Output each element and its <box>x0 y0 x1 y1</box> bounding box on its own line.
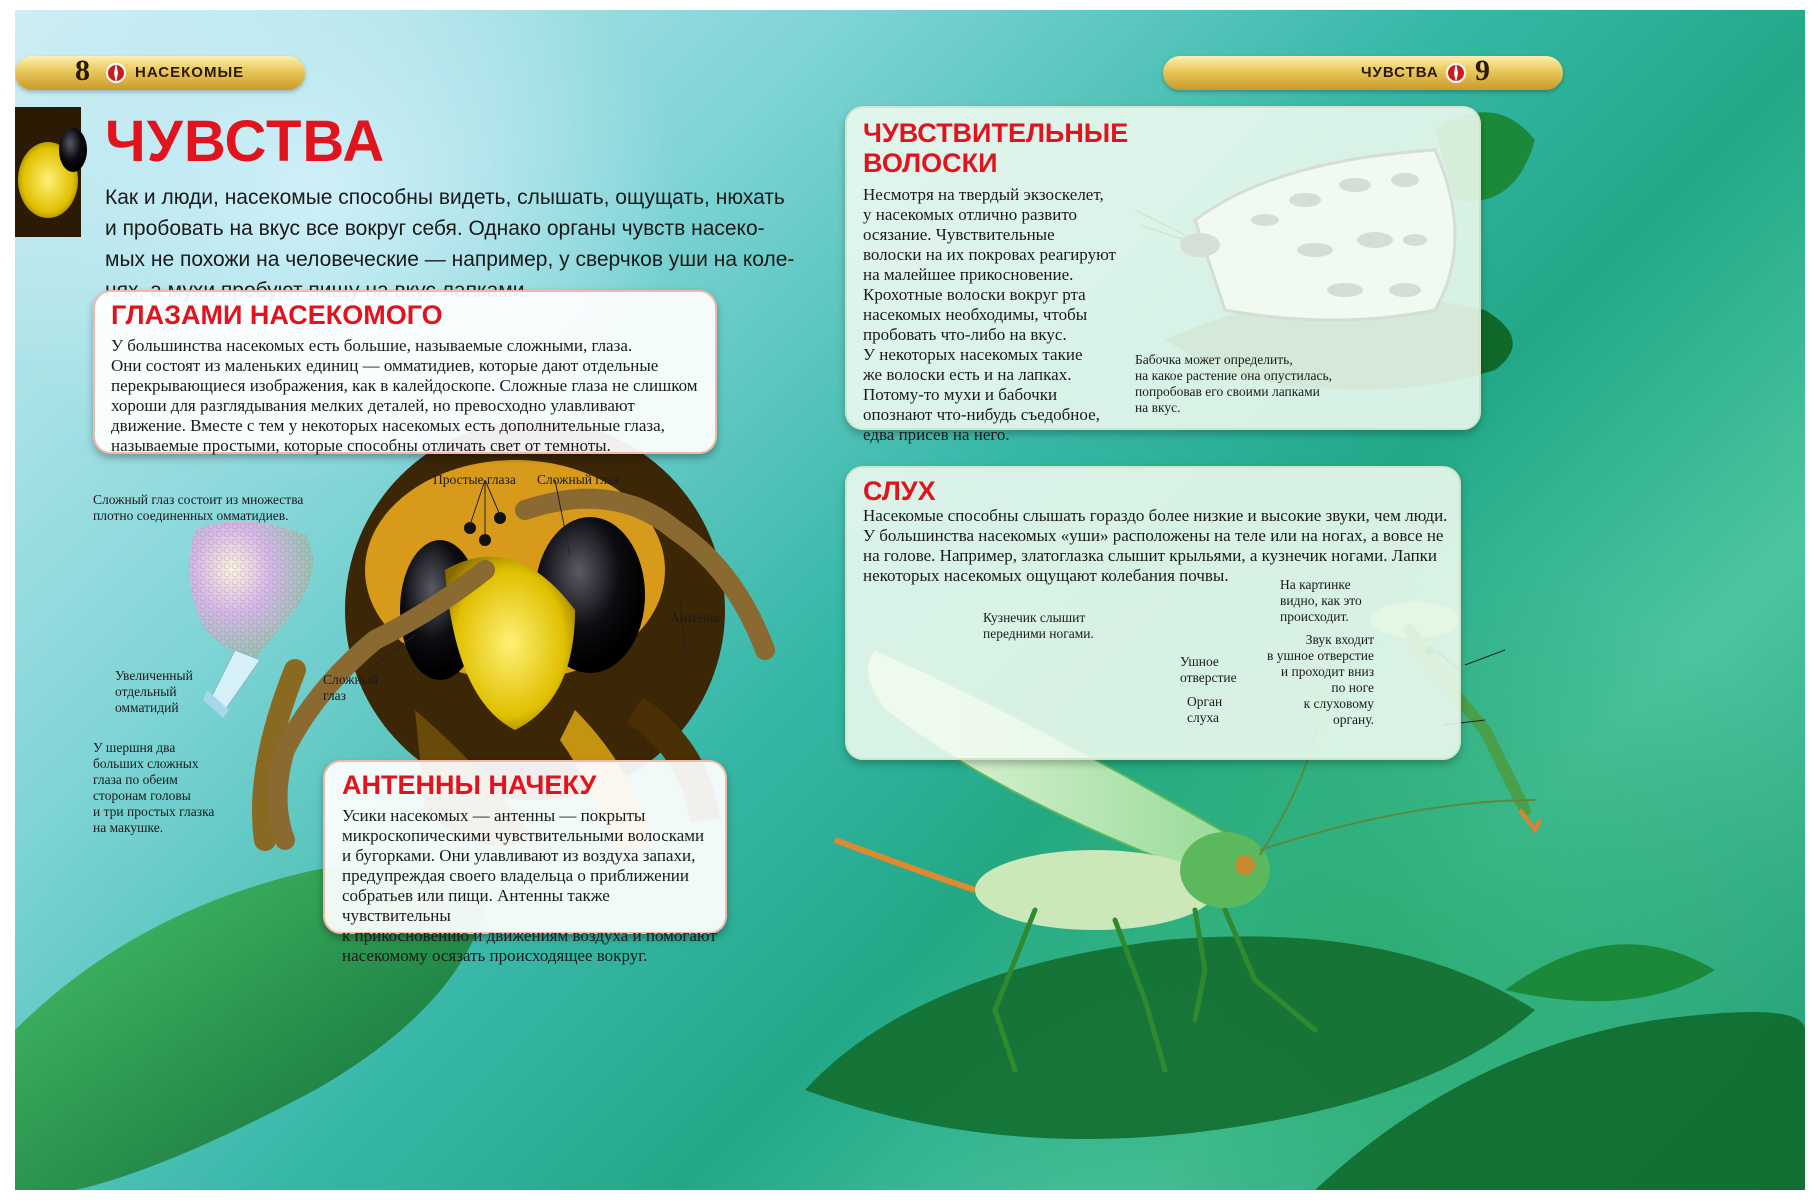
caption-line: больших сложных <box>93 756 199 771</box>
eyes-panel-title: ГЛАЗАМИ НАСЕКОМОГО <box>111 300 443 330</box>
eyes-line: перекрывающиеся изображения, как в калейдоскопе. Сложные глаза не слишком <box>111 376 698 395</box>
section-name-left: НАСЕКОМЫЕ <box>135 64 245 81</box>
hairs-line: у насекомых отлично развито <box>863 205 1078 224</box>
eyes-line: движение. Вместе с тем у некоторых насекомых есть дополнительные глаза, <box>111 416 665 435</box>
header-left <box>15 56 305 90</box>
eyes-line: хороши для разглядывания мелких деталей, но превосходно улавливают <box>111 396 635 415</box>
compound-eye-caption <box>93 492 303 524</box>
caption-line: плотно соединенных омматидиев. <box>93 508 289 523</box>
hearing-line: Насекомые способны слышать гораздо более низкие и высокие звуки, чем люди. <box>863 506 1448 525</box>
caption-line: попробовав его своими лапками <box>1135 384 1320 399</box>
section-name-right: ЧУВСТВА <box>1361 64 1439 81</box>
label-line: в ушное отверстие <box>1267 648 1375 663</box>
label-hearing-organ <box>1187 694 1222 726</box>
caption-line: У шершня два <box>93 740 176 755</box>
page-number-left: 8 <box>75 54 90 87</box>
antennae-line: предупреждая своего владельца о приближении <box>342 866 689 885</box>
antennae-panel-title: АНТЕННЫ НАЧЕКУ <box>342 770 597 800</box>
intro-line: и пробовать на вкус все вокруг себя. Однако органы чувств насеко- <box>105 217 765 240</box>
antennae-line: насекомому осязать происходящее вокруг. <box>342 946 648 965</box>
hearing-line: У большинства насекомых «уши» расположены на теле или на ногах, а вовсе не <box>863 526 1444 545</box>
compass-icon <box>1445 62 1467 84</box>
hairs-line: Крохотные волоски вокруг рта <box>863 285 1086 304</box>
caption-line: на макушке. <box>93 820 164 835</box>
picture-note <box>1280 577 1362 625</box>
caption-line: на вкус. <box>1135 400 1181 415</box>
hairs-line: осязание. Чувствительные <box>863 225 1055 244</box>
page-number-right: 9 <box>1475 54 1490 87</box>
intro-line: Как и люди, насекомые способны видеть, слышать, ощущать, нюхать <box>105 186 785 209</box>
book-spread <box>15 10 1805 1190</box>
label-line: На картинке <box>1280 577 1351 592</box>
hearing-panel-title: СЛУХ <box>863 476 936 506</box>
label-ear-opening <box>1180 654 1237 686</box>
label-line: омматидий <box>115 700 179 715</box>
label-line: видно, как это <box>1280 593 1362 608</box>
label-line: Звук входит <box>1305 632 1375 647</box>
hearing-line: некоторых насекомых ощущают колебания почвы. <box>863 566 1229 585</box>
label-compound-eye-side <box>323 672 378 704</box>
antennae-line: и бугорками. Они улавливают из воздуха запахи, <box>342 846 696 865</box>
hairs-line: насекомых необходимы, чтобы <box>863 305 1088 324</box>
label-line: отверстие <box>1180 670 1237 685</box>
antennae-panel-text <box>342 806 722 966</box>
sound-note <box>1267 632 1374 728</box>
hairs-line: волоски на их покровах реагируют <box>863 245 1116 264</box>
label-compound-eye: Сложный глаз <box>537 472 619 487</box>
caption-line: передними ногами. <box>983 626 1094 641</box>
title-line: ВОЛОСКИ <box>863 148 998 178</box>
label-line: по ноге <box>1331 680 1375 695</box>
caption-line: глаза по обеим <box>93 772 178 787</box>
hairs-line: пробовать что-либо на вкус. <box>863 325 1067 344</box>
label-line: отдельный <box>115 684 177 699</box>
label-line: органу. <box>1333 712 1375 727</box>
eyes-panel-text <box>111 336 711 456</box>
hearing-line: на голове. Например, златоглазка слышит крыльями, а кузнечик ногами. Лапки <box>863 546 1438 565</box>
hairs-line: же волоски есть и на лапках. <box>863 365 1072 384</box>
hairs-line: опознают что-нибудь съедобное, <box>863 405 1100 424</box>
caption-line: Сложный глаз состоит из множества <box>93 492 304 507</box>
intro-line: мых не похожи на человеческие — например, у сверчков уши на коле- <box>105 248 795 271</box>
caption-line: сторонам головы <box>93 788 191 803</box>
eyes-line: называемые простыми, которые способны отличать свет от темноты. <box>111 436 611 455</box>
hairs-line: на малейшее прикосновение. <box>863 265 1074 284</box>
label-line: Орган <box>1187 694 1223 709</box>
title-line: ЧУВСТВИТЕЛЬНЫЕ <box>863 118 1129 148</box>
antennae-line: собратьев или пищи. Антенны также чувствительны <box>342 886 610 925</box>
label-simple-eyes: Простые глаза <box>433 472 516 487</box>
label-antenna: Антенна <box>670 610 720 625</box>
hornet-note <box>93 740 214 836</box>
label-line: и проходит вниз <box>1280 664 1375 679</box>
caption-line: и три простых глазка <box>93 804 215 819</box>
caption-line: на какое растение она опустилась, <box>1135 368 1332 383</box>
antennae-line: микроскопическими чувствительными волосками <box>342 826 705 845</box>
caption-line: Кузнечик слышит <box>983 610 1086 625</box>
label-line: к слуховому <box>1303 696 1375 711</box>
label-line: Ушное <box>1180 654 1219 669</box>
hairs-line: едва присев на него. <box>863 425 1010 444</box>
antennae-line: к прикосновению и движениям воздуха и помогают <box>342 926 717 945</box>
header-right <box>1163 56 1563 90</box>
label-line: происходит. <box>1280 609 1349 624</box>
intro-text <box>105 182 865 306</box>
hairs-line: У некоторых насекомых такие <box>863 345 1083 364</box>
label-line: глаз <box>323 688 346 703</box>
compass-icon <box>105 62 127 84</box>
hairs-panel-title <box>863 118 1128 178</box>
caption-line: Бабочка может определить, <box>1135 352 1293 367</box>
label-ommatidium <box>115 668 193 716</box>
eyes-line: Они состоят из маленьких единиц — омматидиев, которые дают отдельные <box>111 356 659 375</box>
hairs-panel-text <box>863 185 1143 445</box>
page-title: ЧУВСТВА <box>105 109 386 174</box>
hairs-line: Несмотря на твердый экзоскелет, <box>863 185 1104 204</box>
hairs-line: Потому-то мухи и бабочки <box>863 385 1058 404</box>
butterfly-caption <box>1135 352 1332 416</box>
label-line: Увеличенный <box>115 668 193 683</box>
grasshopper-caption <box>983 610 1094 642</box>
label-line: слуха <box>1187 710 1220 725</box>
eyes-line: У большинства насекомых есть большие, называемые сложными, глаза. <box>111 336 633 355</box>
label-line: Сложный <box>323 672 379 687</box>
antennae-line: Усики насекомых — антенны — покрыты <box>342 806 646 825</box>
hearing-panel-text <box>863 506 1463 586</box>
